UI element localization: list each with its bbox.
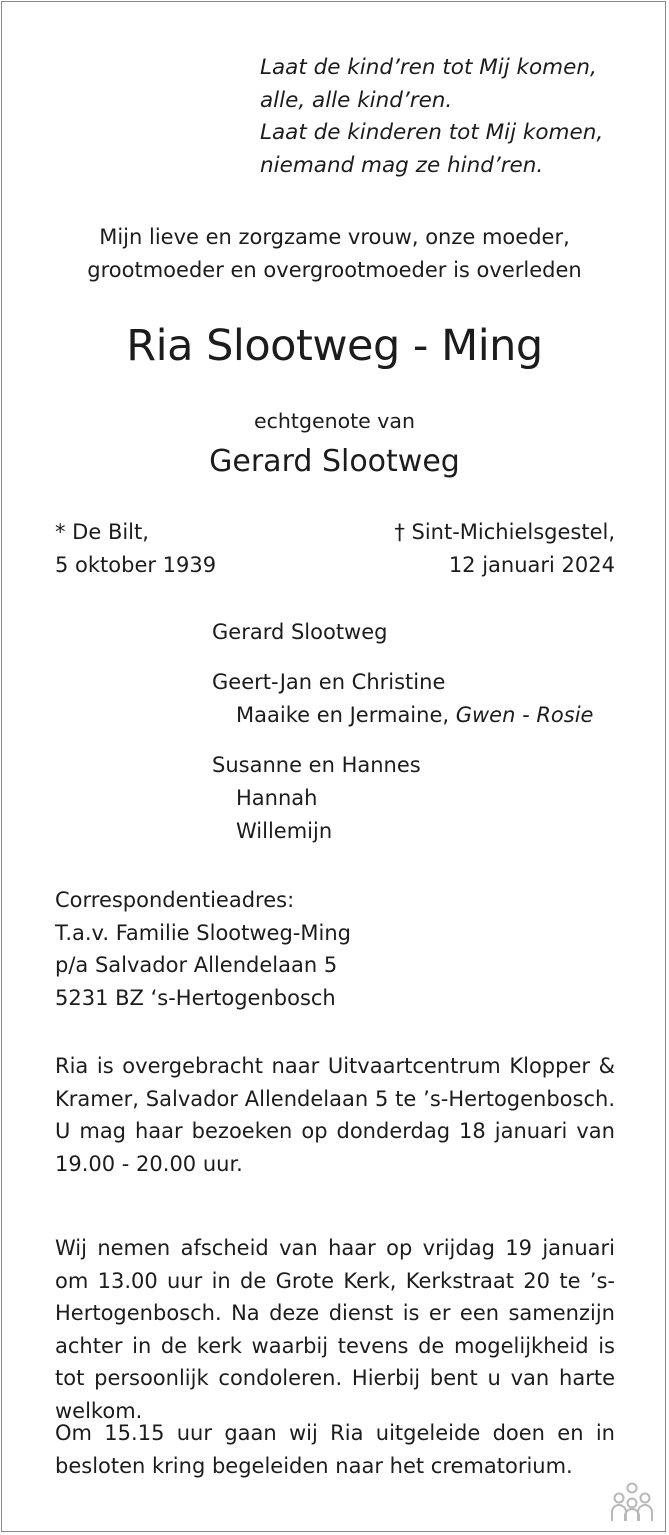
- family-child-2: Susanne en Hannes: [212, 753, 421, 777]
- address-heading: Correspondentieadres:: [55, 888, 295, 912]
- address-line-3: 5231 BZ ‘s-Hertogenbosch: [55, 985, 336, 1010]
- paragraph-farewell: Wij nemen afscheid van haar op vrijdag 19 januari om 13.00 uur in de Grote Kerk, Kerkstraat 20 te ’s-Hertogenbosch. Na deze dienst is er een samenzijn achter in de kerk waarbij tevens de mogelijkheid is tot persoonlijk condoleren. Hierbij bent u van harte welkom.: [55, 1236, 615, 1423]
- paragraph-cremation: Om 15.15 uur gaan wij Ria uitgeleide doen en in besloten kring begeleiden naar het crematorium.: [55, 1421, 615, 1478]
- address-line-2: p/a Salvador Allendelaan 5: [55, 953, 338, 977]
- poem: [260, 52, 603, 182]
- great-grandchildren-names: Gwen - Rosie: [455, 703, 594, 727]
- deceased-name: Ria Slootweg - Ming: [126, 321, 543, 371]
- intro-text: [0, 221, 669, 287]
- intro-line-2: grootmoeder en overgrootmoeder is overleden: [87, 258, 582, 282]
- death-date: 12 januari 2024: [448, 553, 615, 577]
- family-grandchild-2b: Willemijn: [236, 819, 333, 843]
- people-group-icon: [609, 1481, 655, 1523]
- family-grandchild-2a: Hannah: [236, 786, 318, 810]
- death-place: † Sint-Michielsgestel,: [394, 520, 615, 544]
- paragraph-visitation: Ria is overgebracht naar Uitvaartcentrum Klopper & Kramer, Salvador Allendelaan 5 te ’s-Hertogenbosch. U mag haar bezoeken op donderdag 18 januari van 19.00 - 20.00 uur.: [55, 1054, 615, 1176]
- poem-line-4: niemand mag ze hind’ren.: [260, 152, 544, 178]
- poem-line-1: Laat de kind’ren tot Mij komen,: [260, 55, 597, 80]
- dates-block: [55, 516, 615, 582]
- spouse-name: Gerard Slootweg: [209, 444, 460, 479]
- spouse-label: echtgenote van: [254, 409, 415, 433]
- poem-line-2: alle, alle kind’ren.: [260, 87, 453, 113]
- family-grandchildren-1: [212, 699, 593, 732]
- death-info: [394, 516, 615, 582]
- family-spouse: Gerard Slootweg: [212, 620, 388, 644]
- family-list: [212, 616, 593, 848]
- family-child-1: Geert-Jan en Christine: [212, 670, 446, 694]
- address-line-1: T.a.v. Familie Slootweg-Ming: [55, 920, 351, 945]
- birth-date: 5 oktober 1939: [55, 553, 217, 577]
- correspondence-address: [55, 884, 351, 1014]
- birth-place: * De Bilt,: [55, 520, 149, 544]
- intro-line-1: Mijn lieve en zorgzame vrouw, onze moeder,: [99, 225, 570, 249]
- grandchild-names-1: Maaike en Jermaine,: [236, 703, 456, 727]
- birth-info: [55, 516, 216, 582]
- poem-line-3: Laat de kinderen tot Mij komen,: [260, 120, 604, 145]
